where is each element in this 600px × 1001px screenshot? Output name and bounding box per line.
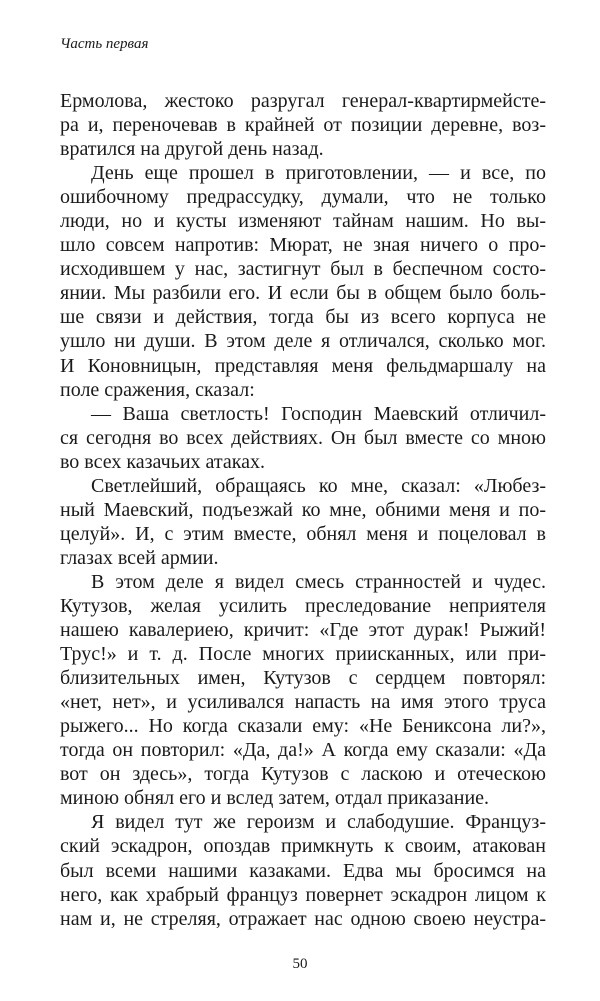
text-line: День еще прошел в приготовлении, — и все, по bbox=[91, 162, 546, 185]
text-line: поле сражения, сказал: bbox=[60, 378, 255, 401]
text-line: люди, но и кусты изменяют тайнам нашим. Но вы- bbox=[60, 210, 546, 233]
text-line: Я видел тут же героизм и слабодушие. Француз- bbox=[91, 811, 546, 834]
text-line: близительных имен, Кутузов с сердцем повторял: bbox=[60, 667, 546, 690]
text-line: ошибочному предрассудку, думали, что не только bbox=[60, 186, 546, 209]
text-line: нам и, не стреляя, отражает нас одною своею неустра- bbox=[60, 907, 546, 930]
paragraph bbox=[60, 474, 546, 570]
text-line: ше связи и действия, тогда бы из всего корпуса не bbox=[60, 306, 546, 329]
text-line: ский эскадрон, опоздав примкнуть к своим, атакован bbox=[60, 835, 546, 858]
text-line: ушло ни души. В этом деле я отличался, сколько мог. bbox=[60, 330, 546, 353]
text-line: янии. Мы разбили его. И если бы в общем было боль- bbox=[60, 282, 546, 305]
paragraph bbox=[60, 161, 546, 401]
text-line: целуй». И, с этим вместе, обнял меня и поцеловал в bbox=[60, 522, 546, 545]
text-line: миною обнял его и вслед затем, отдал приказание. bbox=[60, 787, 490, 810]
text-line: «нет, нет», и усиливался напасть на имя этого труса bbox=[60, 691, 546, 714]
text-line: Светлейший, обращаясь ко мне, сказал: «Любез- bbox=[91, 474, 546, 497]
paragraph bbox=[60, 402, 546, 474]
page-number: 50 bbox=[292, 956, 308, 972]
text-line: исходившем у нас, застигнут был в беспечном состо- bbox=[60, 258, 546, 281]
text-line: тогда он повторил: «Да, да!» А когда ему сказали: «Да bbox=[60, 739, 546, 762]
text-line: И Коновницын, представляя меня фельдмаршалу на bbox=[60, 354, 546, 377]
running-head: Часть первая bbox=[60, 36, 149, 52]
text-line: В этом деле я видел смесь странностей и чудес. bbox=[91, 570, 546, 593]
text-line: шло совсем напротив: Мюрат, не зная ничего о про- bbox=[60, 234, 546, 257]
paragraph bbox=[60, 89, 546, 161]
text-line: Ермолова, жестоко разругал генерал-квартирмейсте- bbox=[60, 90, 546, 112]
text-line: ра и, переночевав в крайней от позиции деревне, воз- bbox=[60, 114, 546, 137]
text-line: вратился на другой день назад. bbox=[60, 138, 324, 161]
text-line: — Ваша светлость! Господин Маевский отличил- bbox=[91, 402, 546, 425]
body-text bbox=[60, 89, 546, 931]
text-line: ный Маевский, подъезжай ко мне, обними меня и по- bbox=[60, 498, 546, 521]
text-line: рыжего... Но когда сказали ему: «Не Бениксона ли?», bbox=[60, 715, 546, 738]
text-line: был всеми нашими казаками. Едва мы бросимся на bbox=[60, 859, 546, 882]
text-line: вот он здесь», тогда Кутузов с ласкою и отеческою bbox=[60, 763, 546, 786]
text-line: него, как храбрый француз повернет эскадрон лицом к bbox=[60, 883, 546, 906]
paragraph bbox=[60, 570, 546, 810]
text-line: глазах всей армии. bbox=[60, 546, 219, 569]
text-line: во всех казачьих атаках. bbox=[60, 450, 266, 473]
text-line: нашею кавалериею, кричит: «Где этот дурак! Рыжий! bbox=[60, 619, 546, 642]
text-line: Трус!» и т. д. После многих приисканных, или при- bbox=[60, 643, 546, 666]
text-line: Кутузов, желая усилить преследование неприятеля bbox=[60, 594, 546, 617]
text-line: ся сегодня во всех действиях. Он был вместе со мною bbox=[60, 426, 546, 449]
paragraph bbox=[60, 810, 546, 930]
